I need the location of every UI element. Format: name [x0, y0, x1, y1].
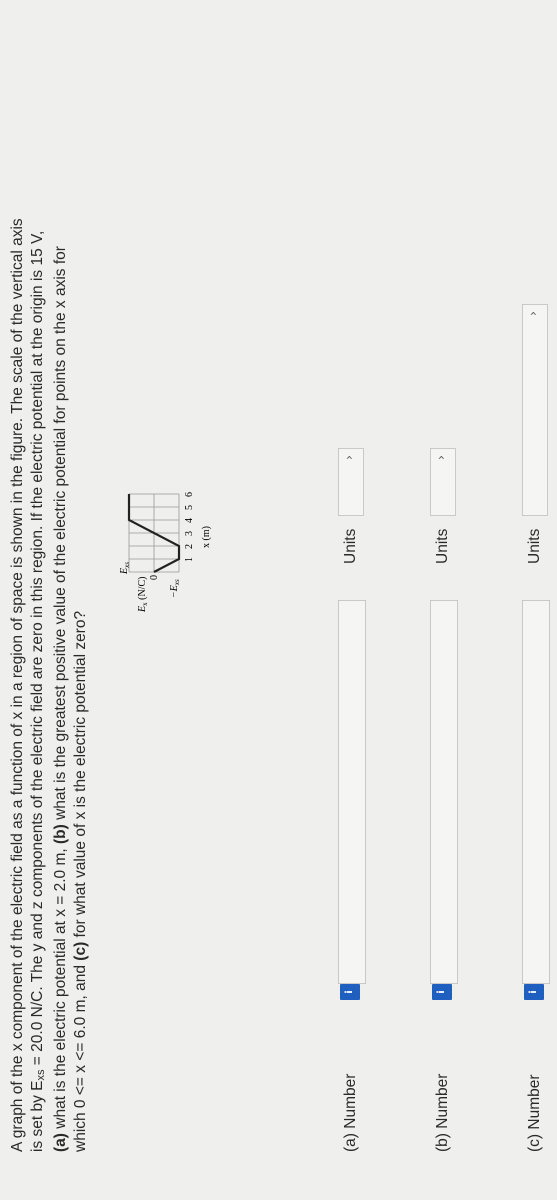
question-line-3	[51, 17, 71, 1152]
chevron-down-icon: ›	[342, 455, 356, 460]
question-text-segment: which 0 <= x <= 6.0 m, and	[72, 960, 89, 1152]
part-c-units-select[interactable]	[522, 304, 548, 516]
question-text-segment: what is the greatest positive value of the electric potential for points on the x axis for	[52, 246, 69, 825]
question-text-segment: is set by E	[29, 1080, 46, 1152]
part-b-units-select[interactable]	[430, 448, 456, 516]
question-subscript: xs	[35, 1069, 47, 1081]
part-a-marker: (a)	[52, 1133, 69, 1152]
part-a-units-label: Units	[342, 528, 359, 564]
question-text-segment: what is the electric potential at x = 2.0 m,	[52, 844, 69, 1134]
part-c-label: (c) Number	[526, 1074, 543, 1152]
info-icon[interactable]: i	[340, 984, 360, 1000]
chevron-down-icon: ›	[434, 455, 448, 460]
part-b-marker: (b)	[52, 824, 69, 844]
part-a-units-select[interactable]	[338, 448, 364, 516]
part-b-number-input[interactable]	[430, 600, 458, 984]
part-c-marker: (c)	[72, 941, 89, 961]
x-tick-label: 2	[184, 544, 195, 549]
question-line-4	[71, 17, 91, 1152]
part-b-units-label: Units	[434, 528, 451, 564]
field-graph-figure	[115, 480, 235, 610]
x-tick-labels	[184, 492, 195, 562]
chevron-down-icon: ›	[526, 311, 540, 316]
x-tick-label: 1	[184, 557, 195, 562]
part-a-number-input[interactable]	[338, 600, 366, 984]
question-text-segment: = 20.0 N/C. The y and z components of the electric field are zero in this region. If the electric potential at the origin is 15 V,	[29, 230, 46, 1070]
field-graph	[115, 480, 235, 610]
x-tick-label: 4	[184, 518, 195, 523]
part-a-label: (a) Number	[342, 1073, 359, 1152]
x-tick-label: 5	[184, 505, 195, 510]
question-line-2	[28, 17, 51, 1152]
zero-label: 0	[149, 575, 160, 580]
part-b-label: (b) Number	[434, 1073, 451, 1152]
part-c-units-label: Units	[526, 528, 543, 564]
info-icon[interactable]: i	[432, 984, 452, 1000]
bottom-scale-label: $-E_{xs}$	[169, 579, 181, 598]
top-scale-label: $E_{xs}$	[119, 562, 131, 574]
y-axis-label: $E_x$ (N/C)	[137, 576, 149, 612]
x-tick-label: 3	[184, 531, 195, 536]
x-axis-label: x (m)	[201, 526, 212, 548]
info-icon[interactable]: i	[524, 984, 544, 1000]
question-text-segment: for what value of x is the electric potential zero?	[72, 610, 89, 942]
x-tick-label: 6	[184, 492, 195, 497]
question-text	[8, 17, 91, 1152]
part-c-number-input[interactable]	[522, 600, 550, 984]
question-line-1: A graph of the x component of the electric field as a function of x in a region of space is shown in the figure. The scale of the vertical axis	[9, 218, 26, 1152]
